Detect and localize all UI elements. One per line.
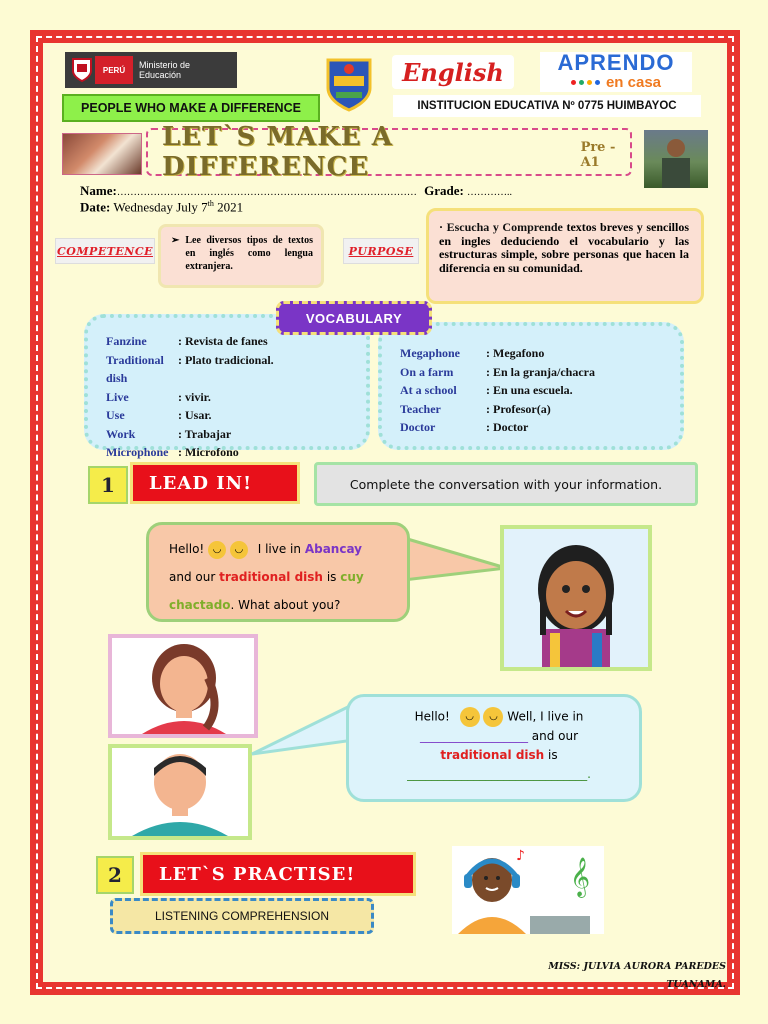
- vocab-row: [400, 381, 680, 400]
- level-label: Pre -A1: [580, 140, 616, 170]
- bubble2-dish-label: traditional dish: [440, 748, 545, 762]
- smile-icon: ◡: [208, 541, 226, 559]
- vocab-term: Teacher: [400, 401, 441, 416]
- purpose-lead: Escucha y Comprende: [446, 220, 563, 234]
- vocab-term: Use: [106, 408, 125, 422]
- vocab-row: [106, 443, 366, 462]
- vocab-row: [106, 425, 366, 444]
- title-banner: [146, 122, 632, 182]
- vocab-row: [400, 418, 680, 437]
- section2-number-text: 2: [108, 863, 122, 887]
- section1-instruction: Complete the conversation with your information.: [349, 476, 663, 492]
- bubble1: [146, 522, 410, 622]
- ministry-label: Ministerio de Educación: [139, 60, 191, 80]
- bubble2-blank-place[interactable]: __________________: [419, 729, 528, 743]
- aprendo-bottom: en casa: [605, 74, 662, 91]
- date-label: Date:: [80, 199, 111, 215]
- vocab-row: [106, 406, 366, 425]
- vocab-definition: : Trabajar: [178, 426, 232, 441]
- arrow-bullet-icon: ➢: [171, 235, 180, 246]
- vocab-definition: : En la granja/chacra: [486, 364, 595, 379]
- bubble2-hello: Hello!: [414, 709, 450, 724]
- competence-label: COMPETENCE: [57, 244, 153, 258]
- vocab-term: At a school: [400, 383, 457, 397]
- people-banner-text: PEOPLE WHO MAKE A DIFFERENCE: [81, 101, 301, 115]
- name-field[interactable]: ………………………………………………………………………………: [116, 187, 417, 198]
- peru-shield-icon: [69, 55, 95, 85]
- purpose-tag: [343, 238, 419, 264]
- vocab-term: On a farm: [400, 364, 454, 379]
- svg-text:𝄞: 𝄞: [570, 857, 591, 897]
- vocab-row: [400, 400, 680, 419]
- dots-decoration: [571, 80, 600, 85]
- bubble1-question: . What about you?: [230, 598, 341, 612]
- section1-title: LEAD IN!: [149, 472, 252, 494]
- section1-title-box: [130, 462, 300, 504]
- school-name-box: [393, 95, 701, 117]
- school-crest-icon: [324, 56, 374, 112]
- smile-icon: ◡: [230, 541, 248, 559]
- vocab-row: [400, 363, 680, 382]
- smile-icon: ◡: [460, 707, 480, 727]
- smile-icon: ◡: [483, 707, 503, 727]
- man-photo: [644, 130, 708, 188]
- purpose-label: PURPOSE: [348, 244, 414, 258]
- vocab-right-box: [378, 322, 684, 450]
- peru-label: PERÚ: [95, 56, 133, 84]
- teacher-name: [500, 956, 726, 992]
- vocab-definition: : Plato tradicional.: [178, 352, 274, 367]
- name-line: [80, 183, 640, 199]
- section1-number-text: 1: [101, 473, 115, 497]
- bubble2-and-our: and our: [531, 729, 579, 743]
- section1-number: [88, 466, 128, 504]
- english-logo-text: English: [402, 57, 504, 87]
- boy-headphones-illustration: [452, 846, 604, 934]
- bubble2-tail: [248, 700, 358, 760]
- bubble1-tail: [400, 530, 510, 590]
- vocab-definition: : vivir.: [178, 389, 211, 404]
- vocabulary-title: [276, 301, 432, 335]
- vocab-definition: : Usar.: [178, 408, 212, 422]
- section2-title-box: [140, 852, 416, 896]
- date-value: Wednesday July 7: [113, 199, 208, 215]
- bubble2-blank-dish[interactable]: ______________________________.: [407, 767, 591, 781]
- bubble1-dish-label: traditional dish: [219, 570, 323, 584]
- competence-box: [158, 224, 324, 288]
- bubble1-dish1: cuy: [340, 570, 364, 584]
- vocab-term: Work: [106, 426, 136, 441]
- name-label: Name:: [80, 183, 117, 198]
- vocab-definition: : Microfono: [178, 445, 239, 459]
- bubble1-place: Abancay: [304, 542, 362, 556]
- competence-text: Lee diversos tipos de textos en inglés como lengua extranjera.: [185, 235, 313, 272]
- bubble2: [346, 694, 642, 802]
- grade-label: Grade:: [424, 183, 464, 198]
- listening-title: LISTENING COMPREHENSION: [154, 909, 330, 923]
- competence-tag: [55, 238, 155, 264]
- vocab-term: Doctor: [400, 420, 436, 434]
- vocabulary-title-text: VOCABULARY: [305, 310, 403, 326]
- date-year: 2021: [213, 199, 244, 215]
- vocab-definition: : Megafono: [486, 346, 545, 360]
- aprendo-en-casa-logo: [540, 52, 692, 92]
- purpose-text: textos breves y sencillos en ingles deduciendo el vocabulario y las estructuras simple, sobre personas que hacen la diferencia en su comunidad.: [439, 220, 689, 275]
- bubble1-and-our: and our: [169, 570, 216, 584]
- date-line: [80, 199, 380, 215]
- grade-field[interactable]: …………..: [467, 187, 513, 198]
- woman-avatar: [108, 634, 258, 738]
- people-banner: [62, 94, 320, 122]
- vocab-term: Fanzine: [106, 334, 147, 348]
- section2-title: LET`S PRACTISE!: [159, 863, 356, 885]
- vocab-row: [106, 351, 366, 388]
- vocab-definition: : En una escuela.: [486, 383, 573, 397]
- bubble1-hello: Hello!: [169, 542, 205, 556]
- purpose-box: · Escucha y Comprende textos breves y sencillos en ingles deduciendo el vocabulario y las estructuras simple, sobre personas que hacen la diferencia en su comunidad.: [426, 208, 704, 304]
- vocab-row: [106, 388, 366, 407]
- date-sup: th: [207, 199, 214, 208]
- girl-illustration: [500, 525, 652, 671]
- page-title: LET`S MAKE A DIFFERENCE: [162, 122, 393, 182]
- vocab-term: Megaphone: [400, 346, 460, 360]
- vocab-term: Live: [106, 389, 129, 404]
- vocab-definition: : Revista de fanes: [178, 334, 268, 348]
- bubble1-is: is: [326, 570, 337, 584]
- vocab-definition: : Doctor: [486, 420, 529, 434]
- students-photo: [62, 133, 142, 175]
- vocab-term: Traditional dish: [106, 352, 164, 385]
- minedu-logo: [65, 52, 237, 88]
- vocab-definition: : Profesor(a): [486, 401, 551, 416]
- aprendo-top: APRENDO: [557, 50, 675, 75]
- section2-number: [96, 856, 134, 894]
- listening-box: [110, 898, 374, 934]
- section1-instruction-box: [314, 462, 698, 506]
- bubble1-dish2: chactado: [169, 598, 231, 612]
- vocab-term: Microphone: [106, 445, 169, 459]
- bubble2-well: Well, I live in: [507, 709, 584, 724]
- school-name: INSTITUCION EDUCATIVA Nº 0775 HUIMBAYOC: [417, 100, 677, 112]
- vocab-row: [400, 344, 680, 363]
- teacher-name-text: MISS: JULVIA AURORA PAREDES TUANAMA.: [548, 961, 726, 990]
- man-avatar: [108, 744, 252, 840]
- english-logo: [392, 55, 514, 89]
- bubble2-is: is: [548, 748, 558, 762]
- bubble1-i-live: I live in: [257, 542, 301, 556]
- svg-text:♪: ♪: [516, 848, 525, 864]
